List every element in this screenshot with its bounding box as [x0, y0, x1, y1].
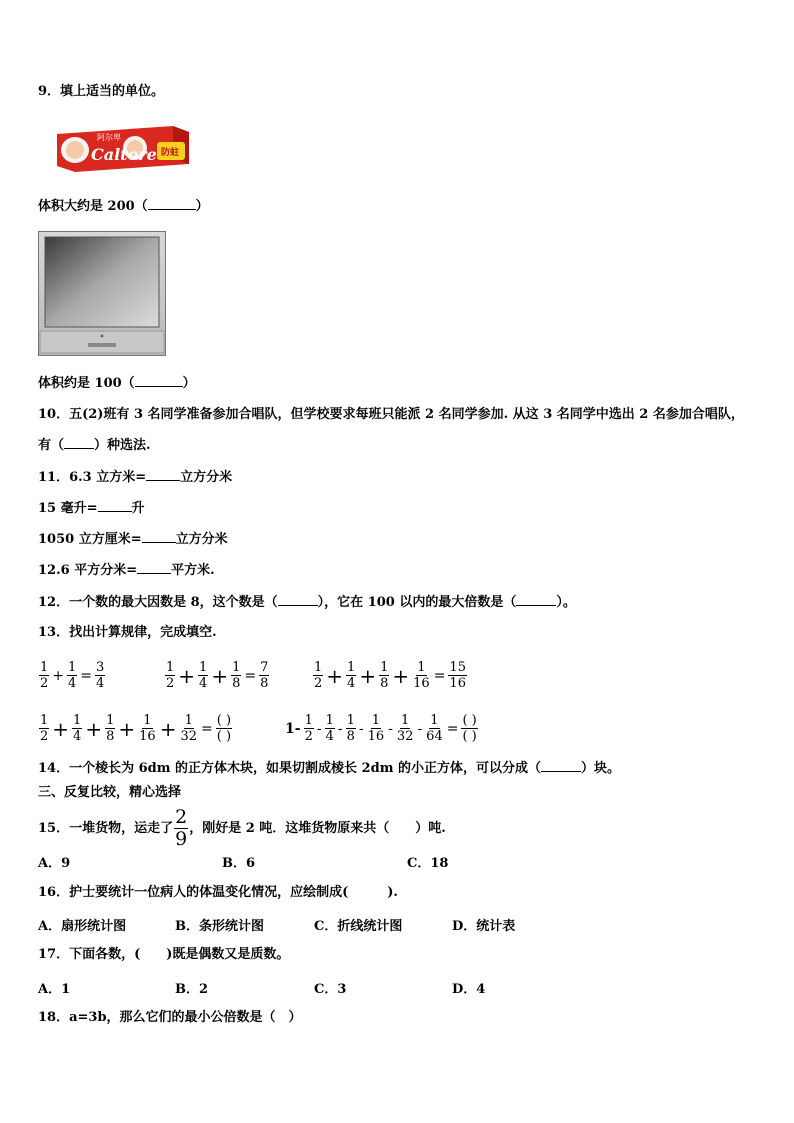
q15-choice-a[interactable]: A．9	[38, 856, 71, 871]
operator: =	[80, 667, 93, 684]
equation-lead: 1-	[285, 720, 301, 737]
operator: -	[337, 720, 343, 737]
operator: -	[388, 720, 393, 737]
answer-fraction[interactable]: $\frac{( )}{( )}$	[216, 713, 232, 744]
q9-line2-end: ）	[182, 376, 196, 391]
toothpaste-brand: Caltore	[91, 145, 157, 164]
q15-a: 15．一堆货物，运走了	[38, 820, 174, 836]
fraction-term: $\frac{1}{4}$	[347, 660, 356, 691]
q13-eq3	[312, 660, 468, 691]
q10-line1: 10．五(2)班有 3 名同学准备参加合唱队，但学校要求每班只能派 2 名同学参加. 从这 3 名同学中选出 2 名参加合唱队，	[38, 407, 744, 422]
q12	[38, 593, 576, 612]
q15-choice-b[interactable]: B．6	[222, 856, 256, 871]
q11-d-end: 平方米.	[171, 563, 215, 578]
toothpaste-tag: 防蛀	[161, 148, 180, 158]
q14-a: 14．一个棱长为 6dm 的正方体木块，如果切割成棱长 2dm 的小正方体，可以分成（	[38, 761, 541, 776]
q13-eq2	[164, 660, 270, 691]
operator: -	[358, 720, 364, 737]
operator: +	[85, 716, 103, 741]
toothpaste-brand-cn: 阿尔卑	[97, 133, 121, 142]
result-fraction: $\frac{3}{4}$	[96, 660, 105, 691]
fraction-term: $\frac{1}{8}$	[380, 660, 389, 691]
q10-line2-a: 有（	[38, 438, 65, 453]
operator: +	[178, 663, 196, 688]
operator: =	[244, 667, 257, 684]
operator: +	[159, 716, 177, 741]
operator: =	[201, 720, 213, 737]
answer-blank[interactable]	[137, 561, 171, 574]
q18: 18．a=3b，那么它们的最小公倍数是（ ）	[38, 1010, 302, 1025]
q16-choice-c[interactable]: C．折线统计图	[314, 919, 403, 934]
q11-b-end: 升	[131, 501, 145, 516]
q11-a	[38, 468, 232, 487]
answer-blank[interactable]	[135, 374, 183, 387]
operator: +	[52, 667, 65, 684]
answer-blank[interactable]	[541, 759, 581, 772]
q9-title: 9．填上适当的单位。	[38, 84, 165, 99]
q11-b-text: 15 毫升=	[38, 501, 98, 516]
operator: =	[446, 720, 459, 737]
q11-b	[38, 499, 145, 518]
q16-choice-a[interactable]: A．扇形统计图	[38, 919, 127, 934]
q12-a: 12．一个数的最大因数是 8，这个数是（	[38, 595, 278, 610]
section-heading: 三、反复比较，精心选择	[38, 785, 182, 800]
fraction-term: $\frac{1}{2}$	[166, 660, 175, 691]
fraction-term: $\frac{1}{16}$	[413, 660, 430, 691]
answer-blank[interactable]	[146, 468, 180, 481]
toothpaste-box-image	[53, 124, 193, 174]
q13-eq1	[38, 660, 106, 691]
fraction-term: $\frac{1}{4}$	[325, 713, 334, 744]
fraction-term: $\frac{1}{4}$	[199, 660, 208, 691]
fraction-term: $\frac{1}{4}$	[68, 660, 77, 691]
q14	[38, 759, 620, 778]
q17-choice-c[interactable]: C．3	[314, 982, 347, 997]
q15-b: ，刚好是 2 吨．这堆货物原来共（ ）吨.	[189, 820, 446, 836]
answer-blank[interactable]	[278, 593, 318, 606]
operator: +	[392, 663, 410, 688]
q11-c	[38, 530, 228, 549]
q16: 16．护士要统计一位病人的体温变化情况，应绘制成( ).	[38, 885, 398, 900]
q9-line1-text: 体积大约是 200（	[38, 199, 148, 214]
q15-fraction: $\frac{2}{9}$	[175, 806, 188, 850]
fraction-term: $\frac{1}{8}$	[232, 660, 241, 691]
q10-line2-b: ）种选法.	[94, 438, 151, 453]
q16-choice-d[interactable]: D．统计表	[452, 919, 516, 934]
result-fraction: $\frac{15}{16}$	[449, 660, 466, 691]
q17-choice-a[interactable]: A．1	[38, 982, 71, 997]
operator: =	[433, 667, 446, 684]
q11-c-text: 1050 立方厘米=	[38, 532, 142, 547]
q17-choice-b[interactable]: B．2	[175, 982, 209, 997]
fraction-term: $\frac{1}{32}$	[396, 713, 414, 744]
answer-fraction[interactable]: $\frac{( )}{( )}$	[462, 713, 477, 744]
operator: +	[52, 716, 70, 741]
fraction-term: $\frac{1}{8}$	[106, 713, 115, 744]
operator: +	[211, 663, 229, 688]
tv-image	[38, 231, 166, 356]
operator: +	[118, 716, 136, 741]
q13-eq5	[283, 713, 479, 744]
q9-line1	[38, 197, 209, 216]
fraction-term: $\frac{1}{32}$	[180, 713, 197, 744]
result-fraction: $\frac{7}{8}$	[260, 660, 269, 691]
q15	[38, 807, 446, 850]
fraction-term: $\frac{1}{16}$	[367, 713, 385, 744]
q15-choice-c[interactable]: C．18	[407, 856, 449, 871]
operator: +	[326, 663, 344, 688]
fraction-term: $\frac{1}{2}$	[40, 660, 49, 691]
operator: -	[316, 720, 322, 737]
operator: +	[359, 663, 377, 688]
fraction-term: $\frac{1}{16}$	[139, 713, 156, 744]
fraction-term: $\frac{1}{4}$	[73, 713, 82, 744]
q11-c-end: 立方分米	[175, 532, 228, 547]
q12-c: ）。	[556, 595, 576, 610]
operator: -	[417, 720, 423, 737]
fraction-term: $\frac{1}{64}$	[426, 713, 443, 744]
fraction-term: $\frac{1}{8}$	[346, 713, 355, 744]
q9-line2-text: 体积约是 100（	[38, 376, 135, 391]
q9-line2	[38, 374, 196, 393]
answer-blank[interactable]	[516, 593, 556, 606]
q14-b: ）块。	[580, 761, 620, 776]
fraction-term: $\frac{1}{2}$	[40, 713, 49, 744]
fraction-term: $\frac{1}{2}$	[304, 713, 313, 744]
answer-blank[interactable]	[64, 436, 94, 449]
q10-line2	[38, 436, 151, 455]
q11-a-end: 立方分米	[180, 470, 233, 485]
fraction-term: $\frac{1}{2}$	[314, 660, 323, 691]
answer-blank[interactable]	[142, 530, 176, 543]
q11-d-text: 12.6 平方分米=	[38, 563, 138, 578]
answer-blank[interactable]	[98, 499, 132, 512]
q17: 17．下面各数，( )既是偶数又是质数。	[38, 947, 290, 962]
q11-d	[38, 561, 215, 580]
answer-blank[interactable]	[148, 197, 196, 210]
q12-b: ），它在 100 以内的最大倍数是（	[317, 595, 517, 610]
q13-title: 13．找出计算规律，完成填空.	[38, 625, 217, 640]
q13-eq4	[38, 713, 233, 744]
q16-choice-b[interactable]: B．条形统计图	[175, 919, 264, 934]
q9-line1-end: ）	[195, 199, 209, 214]
q17-choice-d[interactable]: D．4	[452, 982, 486, 997]
q11-a-text: 11．6.3 立方米=	[38, 470, 147, 485]
